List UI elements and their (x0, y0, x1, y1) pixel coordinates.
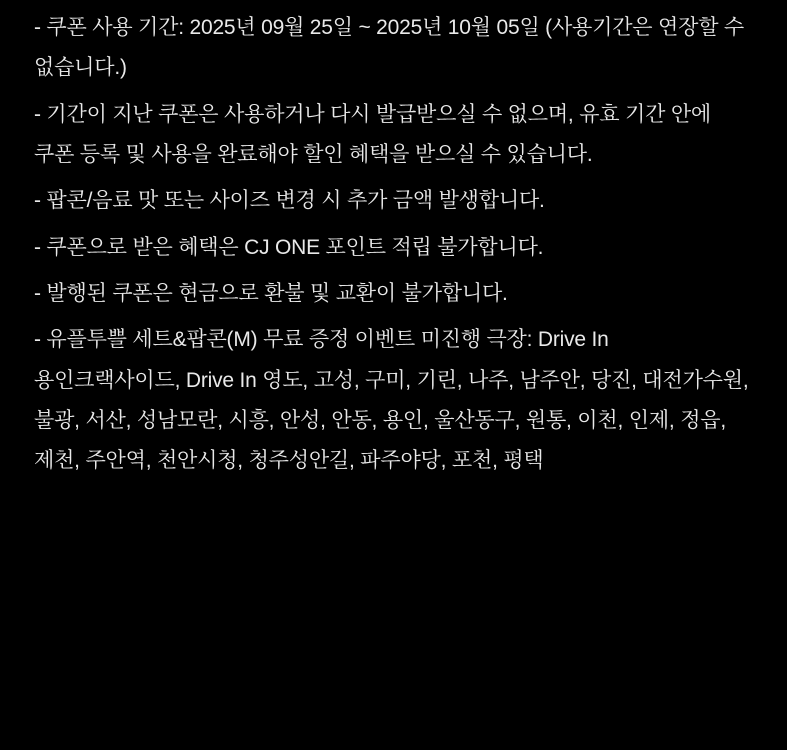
list-item: - 팝콘/음료 맛 또는 사이즈 변경 시 추가 금액 발생합니다. (34, 189, 545, 213)
list-item: - 쿠폰으로 받은 혜택은 CJ ONE 포인트 적립 불가합니다. (34, 235, 544, 259)
list-item: - 발행된 쿠폰은 현금으로 환불 및 교환이 불가합니다. (34, 281, 508, 305)
list-item: - 유플투쁠 세트&팝콘(M) 무료 증정 이벤트 미진행 극장: Drive In 용인크랙사이드, Drive In 영도, 고성, 구미, 기린, 나주, 남주안, 당진, 대전가수원, 불광, 서산, 성남모란, 시흥, 안성, 안동, 용인, 울산동구, 원통, 이천, 인제, 정읍, 제천, 주안역, 천안시청, 청주성안길, 파주야당, 포천, 평택 (34, 328, 749, 473)
list-item: - 기간이 지난 쿠폰은 사용하거나 다시 발급받으실 수 없으며, 유효 기간 안에 쿠폰 등록 및 사용을 완료해야 할인 혜택을 받으실 수 있습니다. (34, 102, 711, 166)
list-item: - 쿠폰 사용 기간: 2025년 09월 25일 ~ 2025년 10월 05일 (사용기간은 연장할 수 없습니다.) (34, 16, 745, 80)
notice-list (34, 8, 753, 481)
